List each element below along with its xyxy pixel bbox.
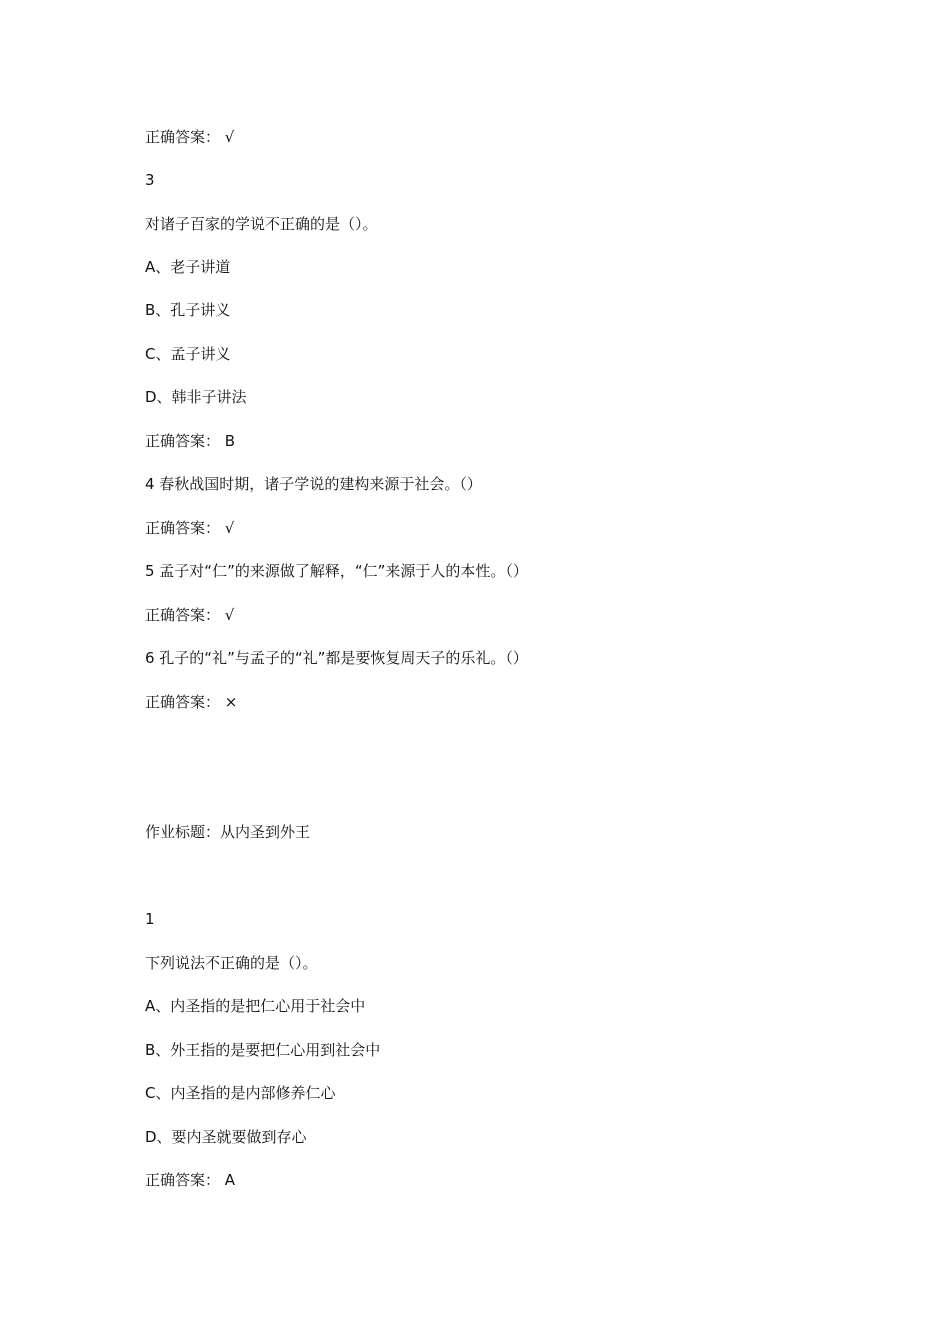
option-d: D、韩非子讲法	[145, 388, 247, 406]
answer-line: 正确答案： √	[145, 128, 235, 146]
answer-line: 正确答案： √	[145, 519, 235, 537]
option-b: B、外王指的是要把仁心用到社会中	[145, 1041, 381, 1059]
option-a: A、老子讲道	[145, 258, 231, 276]
option-c: C、孟子讲义	[145, 345, 231, 363]
answer-line: 正确答案： ×	[145, 693, 238, 711]
option-c: C、内圣指的是内部修养仁心	[145, 1084, 336, 1102]
question-number: 1	[145, 910, 155, 928]
question-number: 3	[145, 171, 155, 189]
question-text: 5 孟子对“仁”的来源做了解释，“仁”来源于人的本性。（）	[145, 562, 528, 580]
assignment-title: 作业标题：从内圣到外王	[145, 823, 311, 841]
question-text: 6 孔子的“礼”与孟子的“礼”都是要恢复周天子的乐礼。（）	[145, 649, 528, 667]
option-a: A、内圣指的是把仁心用于社会中	[145, 997, 366, 1015]
question-text: 对诸子百家的学说不正确的是（）。	[145, 215, 378, 233]
option-d: D、要内圣就要做到存心	[145, 1128, 307, 1146]
option-b: B、孔子讲义	[145, 301, 231, 319]
answer-line: 正确答案： A	[145, 1171, 236, 1189]
answer-line: 正确答案： B	[145, 432, 236, 450]
answer-line: 正确答案： √	[145, 606, 235, 624]
question-text: 下列说法不正确的是（）。	[145, 954, 318, 972]
question-text: 4 春秋战国时期，诸子学说的建构来源于社会。（）	[145, 475, 482, 493]
